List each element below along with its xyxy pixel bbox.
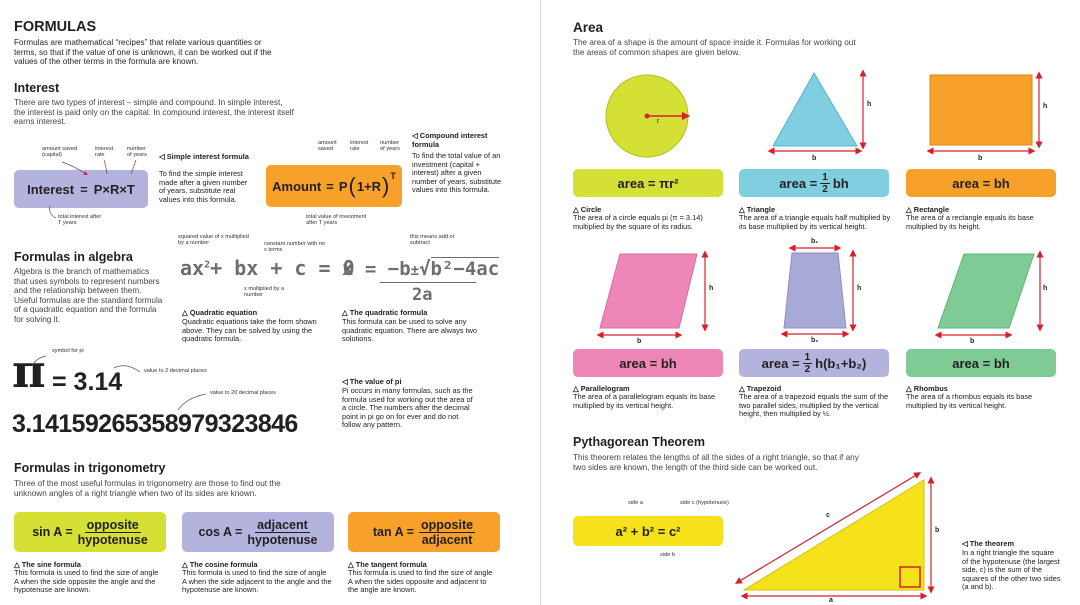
ann-curve-20dp — [178, 394, 206, 410]
ann-pm: this means add or subtract — [410, 234, 455, 247]
rectangle-area-formula: area = bh — [906, 169, 1056, 197]
pythagoras-title: Pythagorean Theorem — [573, 435, 705, 449]
paren-close: ) — [382, 173, 390, 198]
trig-lhs: cos A = — [198, 525, 243, 539]
trapezoid-b1-label: b₁ — [811, 238, 819, 245]
quadratic-denominator: 2a — [412, 285, 433, 305]
interest-intro: There are two types of interest – simple and compound. In simple interest, the interest is paid only on the capital. In compound interest, the interest itself earns interest. — [14, 98, 294, 127]
ann-squared: squared value of x multiplied by a number — [178, 234, 249, 247]
triangle-b-label: b — [812, 155, 817, 162]
trig-caption-body-2: This formula is used to find the size of angle A when the sides opposite and adjacent to the angle are known. — [348, 568, 493, 595]
algebra-intro: Algebra is the branch of mathematics that uses symbols to represent numbers and the relationship between them. Useful formulas are the standard formula of a quadratic equation and the formula for solving it. — [14, 267, 163, 324]
ann-amount-saved: amount saved (capital) — [42, 146, 78, 159]
simple-interest-expr: P×R×T — [93, 181, 135, 197]
ann-pi-symbol: symbol for pi — [52, 348, 84, 354]
rectangle-caption-body: The area of a rectangle equals its base multiplied by its height. — [906, 213, 1034, 231]
compound-inner: 1+R — [356, 178, 382, 194]
trig-denominator: adjacent — [421, 532, 473, 547]
ann-constant: constant number with no x terms — [264, 241, 325, 254]
ann-side-b: side b — [660, 552, 675, 558]
pi-short: = 3.14 — [52, 368, 123, 396]
circle-area-formula: area = πr² — [573, 169, 723, 197]
ann-c-number-years: number of years — [380, 140, 400, 153]
rectangle-b-label: b — [978, 155, 983, 162]
formulas-title: FORMULAS — [14, 19, 97, 35]
compound-p: P — [338, 178, 348, 194]
quadratic-caption-body: Quadratic equations take the form shown above. They can be solved by using the quadratic formula. — [182, 317, 317, 344]
ann-xmult: x multiplied by a number — [244, 286, 285, 299]
trapezoid-h-label: h — [857, 285, 862, 292]
parallelogram-shape — [600, 254, 697, 328]
circle-center — [645, 114, 650, 119]
trig-numerator: opposite — [421, 517, 474, 532]
ann-side-a: side a — [628, 500, 643, 506]
rectangle-h-label: h — [1043, 103, 1048, 110]
ann-number-years: number of years — [127, 146, 147, 159]
triangle-caption-body: The area of a triangle equals half multiplied by its base multiplied by its vertical height. — [739, 213, 891, 231]
ann-curve-rate — [104, 160, 107, 174]
pi-long: 3.14159265358979323846 — [12, 410, 298, 438]
trapezoid-area-formula: area = $\frac{1}{2}$ h(b₁+b₂) — [739, 349, 889, 377]
theorem-caption-body: In a right triangle the square of the hypotenuse (the largest side, c) is the sum of the squares of the other two sides (a and b). — [962, 548, 1061, 592]
simple-equals: = — [80, 181, 88, 197]
compound-exp: T — [390, 171, 396, 181]
ann-interest-rate: interest rate — [95, 146, 114, 159]
ann-total-value: total value of investment after T years — [306, 214, 367, 227]
trig-numerator: adjacent — [257, 517, 308, 532]
ann-curve-total — [50, 206, 56, 218]
trapezoid-shape — [784, 253, 846, 328]
ann-c-amount-saved: amount saved — [318, 140, 337, 153]
parallelogram-caption-title: △ Parallelogram — [573, 384, 630, 393]
parallelogram-area-formula: area = bh — [573, 349, 723, 377]
parallelogram-h-label: h — [709, 285, 714, 292]
ann-side-c: side c (hypotenuse) — [680, 500, 729, 506]
interest-title: Interest — [14, 81, 60, 95]
paren-open: ( — [348, 173, 356, 198]
algebra-title: Formulas in algebra — [14, 250, 133, 264]
trig-lhs: sin A = — [32, 525, 73, 539]
formula-caption-body: This formula can be used to solve any quadratic equation. There are always two solutions. — [342, 317, 478, 344]
trig-lhs: tan A = — [372, 525, 414, 539]
quadratic-equation: $ax^2+$ bx + c = 0 — [180, 256, 355, 280]
trig-intro: Three of the most useful formulas in trigonometry are those to find out the unknown angles of a right triangle when two of its sides are known. — [14, 479, 281, 498]
ann-curve-2dp — [114, 366, 140, 372]
simple-interest-label: Interest — [27, 181, 75, 197]
ann-curve-years — [131, 160, 136, 174]
rhombus-caption-title: △ Rhombus — [906, 384, 948, 393]
simple-caption-body: To find the simple interest made after a given number of years, substitute real values into this formula. — [159, 169, 248, 204]
rhombus-area-formula: area = bh — [906, 349, 1056, 377]
rhombus-shape — [938, 254, 1034, 328]
ann-pi-2dp: value to 2 decimal places — [144, 368, 207, 374]
right-triangle-shape — [744, 480, 924, 590]
trig-caption-title-2: △ The tangent formula — [348, 560, 427, 569]
compound-caption-body: To find the total value of an investment (capital + interest) after a given number of years, substitute values into this formula. — [412, 151, 502, 195]
parallelogram-caption-body: The area of a parallelogram equals its base multiplied by its vertical height. — [573, 392, 716, 410]
pi-caption-title: ◁ The value of pi — [342, 377, 402, 386]
pyth-a-label: a — [829, 597, 833, 604]
rhombus-h-label: h — [1043, 285, 1048, 292]
formulas-intro: Formulas are mathematical “recipes” that relate various quantities or terms, so that if the value of one is unknown, it can be worked out if the values of the other terms in the formula are known. — [14, 38, 272, 67]
triangle-h-label: h — [867, 101, 872, 108]
area-title: Area — [573, 20, 604, 35]
pyth-b-label: b — [935, 527, 940, 534]
compound-equals: = — [326, 178, 334, 194]
rectangle-caption-title: △ Rectangle — [906, 205, 950, 214]
trig-caption-body-1: This formula is used to find the size of angle A when the side adjacent to the angle and the hypotenuse are known. — [182, 568, 332, 595]
trapezoid-caption-title: △ Trapezoid — [739, 384, 782, 393]
pythagoras-formula: a² + b² = c² — [573, 516, 723, 546]
trig-denominator: hypotenuse — [77, 532, 148, 547]
triangle-shape — [773, 73, 857, 146]
circle-caption-title: △ Circle — [573, 205, 602, 214]
circle-r-label: r — [657, 118, 660, 125]
theorem-caption-title: ◁ The theorem — [962, 539, 1015, 548]
trig-denominator: hypotenuse — [247, 532, 318, 547]
pyth-c-label: c — [826, 512, 830, 519]
rhombus-caption-body: The area of a rhombus equals its base multiplied by its vertical height. — [906, 392, 1033, 410]
simple-caption-title: ◁ Simple interest formula — [159, 152, 249, 161]
ann-curve-pi — [32, 356, 46, 366]
compound-caption-title: ◁ Compound interest formula — [412, 131, 488, 149]
trig-caption-title-0: △ The sine formula — [14, 560, 81, 569]
trig-numerator: opposite — [86, 517, 139, 532]
trig-title: Formulas in trigonometry — [14, 461, 166, 475]
trig-caption-title-1: △ The cosine formula — [182, 560, 258, 569]
pi-symbol: π — [12, 344, 46, 398]
ann-total-interest: total interest after T years — [58, 214, 102, 227]
trapezoid-b2-label: b₂ — [811, 337, 819, 344]
ann-c-interest-rate: interest rate — [350, 140, 369, 153]
quadratic-caption-title: △ Quadratic equation — [182, 308, 258, 317]
pythagoras-intro: This theorem relates the lengths of all the sides of a right triangle, so that if any two sides are known, the length of the third side can be worked out. — [573, 453, 859, 472]
pi-caption-body: Pi occurs in many formulas, such as the formula used for working out the area of a circle. The numbers after the decimal point in pi go on for ever and do not follow any pattern. — [342, 386, 473, 430]
formula-caption-title: △ The quadratic formula — [342, 308, 428, 317]
parallelogram-b-label: b — [637, 338, 642, 345]
ann-curve-amount — [62, 162, 86, 174]
rhombus-b-label: b — [970, 338, 975, 345]
area-intro: The area of a shape is the amount of space inside it. Formulas for working out the areas of common shapes are given below. — [573, 38, 856, 57]
ann-pi-20dp: value to 20 decimal places — [210, 390, 276, 396]
trapezoid-caption-body: The area of a trapezoid equals the sum of the two parallel sides, multiplied by the vertical height, then multiplied by ½. — [739, 392, 889, 419]
compound-label: Amount — [272, 178, 322, 194]
quadratic-formula: x = −b±√b²−4ac — [342, 258, 500, 280]
rectangle-shape — [930, 75, 1032, 145]
triangle-caption-title: △ Triangle — [739, 205, 776, 214]
trig-caption-body-0: This formula is used to find the size of angle A when the side opposite the angle and the hypotenuse are known. — [14, 568, 159, 595]
triangle-area-formula: area = $\frac{1}{2}$ bh — [739, 169, 889, 197]
circle-caption-body: The area of a circle equals pi (π = 3.14) multiplied by the square of its radius. — [573, 213, 703, 231]
